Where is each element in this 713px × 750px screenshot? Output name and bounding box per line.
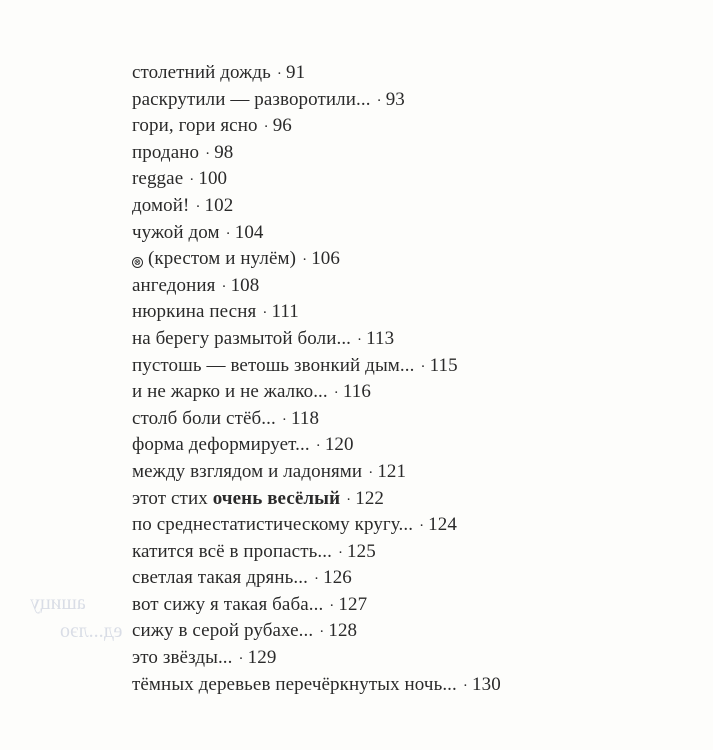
toc-page-number: 98 — [214, 141, 234, 163]
toc-title-prefix: этот стих — [132, 487, 208, 509]
toc-entry — [132, 512, 501, 539]
toc-title: на берегу размытой боли... — [132, 327, 352, 349]
toc-entry — [132, 672, 501, 699]
toc-title: это звёзды... — [132, 647, 233, 669]
toc-page-number: 116 — [342, 381, 371, 403]
toc-title: по среднестатистическому кругу... — [132, 514, 414, 536]
bleed-through-text: ашицу — [30, 592, 86, 614]
toc-title: и не жарко и не жалко... — [132, 381, 328, 403]
toc-title: (крестом и нулём) — [148, 248, 297, 270]
toc-page-number: 100 — [198, 168, 228, 190]
toc-page-number: 129 — [247, 647, 277, 669]
toc-entry — [132, 273, 501, 300]
table-of-contents — [132, 60, 501, 698]
toc-title: ангедония — [132, 274, 216, 296]
separator-dot: · — [368, 464, 374, 481]
circled-cross-icon: ⊗ — [133, 257, 142, 268]
separator-dot: · — [263, 119, 269, 136]
toc-entry — [132, 326, 501, 353]
toc-entry — [132, 645, 501, 672]
separator-dot: · — [337, 544, 344, 561]
separator-dot: · — [329, 597, 335, 614]
toc-page-number: 128 — [328, 620, 358, 642]
separator-dot: · — [376, 92, 382, 109]
toc-entry — [132, 140, 501, 167]
toc-entry — [132, 592, 501, 619]
separator-dot: · — [357, 331, 363, 348]
toc-title: гори, гори ясно — [132, 115, 258, 137]
toc-entry — [132, 246, 501, 273]
toc-title: столб боли стёб... — [132, 407, 276, 429]
toc-title: продано — [132, 141, 200, 163]
toc-page-number: 118 — [290, 407, 320, 429]
toc-entry — [132, 353, 501, 380]
toc-title — [132, 488, 340, 509]
separator-dot: · — [225, 225, 231, 242]
toc-title: пустошь — ветошь звонкий дым... — [132, 354, 415, 376]
separator-dot: · — [419, 518, 425, 535]
separator-dot: · — [221, 278, 227, 295]
toc-page-number: 130 — [472, 673, 501, 695]
toc-title: форма деформирует... — [132, 434, 310, 456]
toc-page-number: 115 — [429, 354, 458, 376]
toc-entry — [132, 565, 501, 592]
toc-page-number: 91 — [285, 62, 306, 83]
toc-title: светлая такая дрянь... — [132, 567, 308, 589]
toc-title: сижу в серой рубахе... — [132, 620, 314, 642]
separator-dot: · — [462, 677, 468, 694]
separator-dot: · — [313, 571, 320, 588]
toc-entry — [132, 87, 501, 114]
toc-entry — [132, 406, 501, 433]
toc-title: нюркина песня — [132, 301, 257, 323]
toc-title: вот сижу я такая баба... — [132, 593, 324, 615]
toc-page-number: 96 — [272, 115, 292, 137]
toc-title: домой! — [132, 194, 190, 216]
toc-entry — [132, 220, 501, 247]
toc-entry — [132, 379, 501, 406]
toc-title: раскрутили — разворотили... — [132, 88, 371, 110]
separator-dot: · — [315, 438, 321, 455]
toc-title: между взглядом и ладонями — [132, 460, 363, 482]
separator-dot: · — [281, 411, 287, 428]
toc-page-number: 113 — [366, 327, 395, 349]
toc-entry — [132, 113, 501, 140]
toc-entry — [132, 618, 501, 645]
toc-entry — [132, 60, 501, 87]
toc-entry — [132, 299, 501, 326]
toc-title: чужой дом — [132, 221, 220, 243]
separator-dot: · — [420, 358, 426, 375]
separator-dot: · — [189, 172, 195, 189]
toc-title: тёмных деревьев перечёркнутых ночь... — [132, 673, 457, 695]
separator-dot: · — [205, 145, 211, 162]
toc-page-number: 93 — [385, 88, 405, 110]
toc-entry — [132, 432, 501, 459]
bleed-through-text: ед...лэо — [60, 620, 123, 642]
toc-page-number: 106 — [311, 248, 340, 270]
toc-page-number: 124 — [428, 514, 457, 536]
separator-dot: · — [195, 198, 201, 215]
toc-page-number: 104 — [234, 221, 264, 243]
separator-dot: · — [276, 66, 282, 82]
toc-title: reggae — [132, 168, 184, 190]
toc-title: катится всё в пропасть... — [132, 540, 332, 562]
separator-dot: · — [319, 624, 325, 641]
separator-dot: · — [302, 252, 308, 269]
toc-entry — [132, 486, 501, 513]
toc-entry — [132, 166, 501, 193]
toc-entry — [132, 459, 501, 486]
toc-page-number: 122 — [355, 487, 385, 509]
toc-page-number: 126 — [323, 567, 352, 589]
toc-page-number: 121 — [377, 460, 407, 482]
toc-entry — [132, 539, 501, 566]
toc-page-number: 127 — [338, 593, 368, 615]
toc-page-number: 120 — [324, 434, 354, 456]
toc-entry — [132, 193, 501, 220]
toc-title-bold: очень весёлый — [212, 487, 341, 509]
toc-page-number: 125 — [347, 540, 376, 562]
toc-title: столетний дождь — [132, 62, 271, 83]
separator-dot: · — [333, 385, 339, 402]
separator-dot: · — [262, 305, 268, 322]
toc-page-number: 111 — [271, 301, 299, 323]
separator-dot: · — [346, 491, 352, 508]
toc-page-number: 108 — [230, 274, 260, 296]
toc-page-number: 102 — [204, 194, 234, 216]
separator-dot: · — [238, 651, 244, 668]
